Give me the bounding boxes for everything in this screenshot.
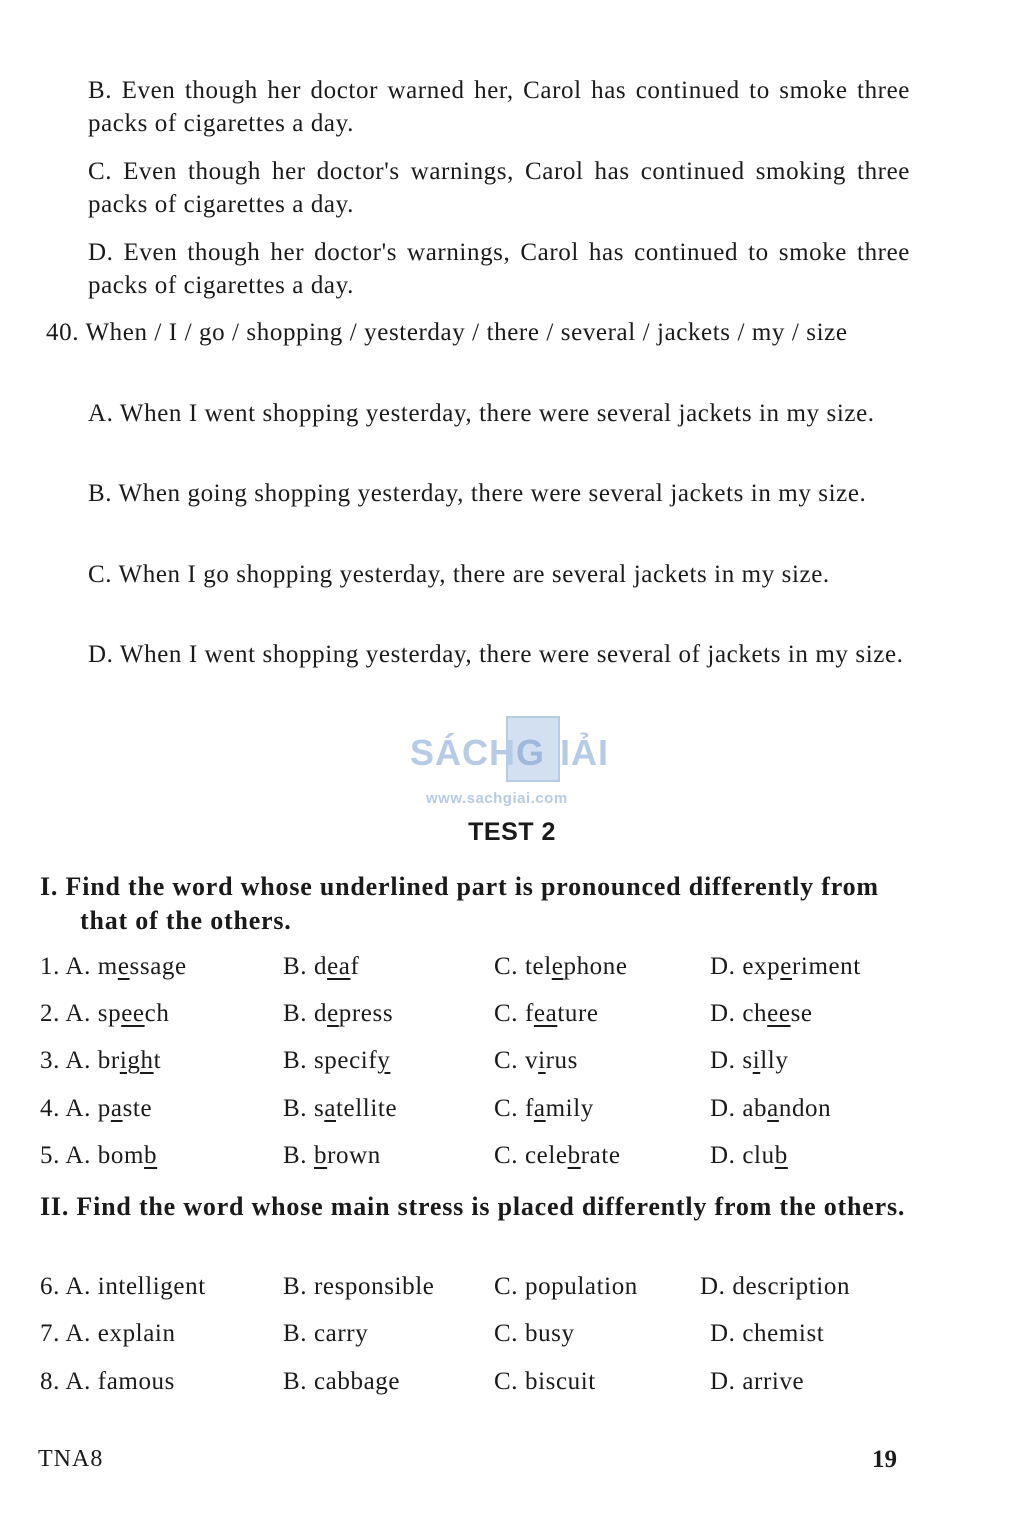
underlined-part: e bbox=[117, 953, 130, 980]
option-label: D. bbox=[88, 239, 114, 266]
watermark-box-letter: G bbox=[516, 732, 546, 773]
word-option-a: 8. A. famous bbox=[40, 1368, 175, 1395]
word-part: C. v bbox=[494, 1047, 539, 1074]
word-part: ch bbox=[144, 1000, 170, 1027]
word-option-d: D. arrive bbox=[710, 1368, 805, 1395]
word-option-b bbox=[283, 1142, 381, 1170]
word-option-b: B. carry bbox=[283, 1320, 369, 1347]
q10-option-c bbox=[88, 558, 910, 591]
word-option-d bbox=[710, 1095, 831, 1123]
stress-row bbox=[0, 1273, 1024, 1307]
word-option-c bbox=[494, 1000, 599, 1028]
q10-prompt bbox=[46, 316, 910, 349]
word-part: B. bbox=[283, 1142, 314, 1169]
word-option-d: D. description bbox=[700, 1273, 851, 1300]
word-option-a bbox=[40, 1142, 157, 1170]
word-option-c bbox=[494, 1142, 621, 1170]
pronunciation-row bbox=[0, 1142, 1024, 1176]
word-part: lly bbox=[760, 1047, 789, 1074]
question-number: 40. bbox=[46, 319, 80, 346]
q10-option-b bbox=[88, 477, 910, 510]
q10-option-a bbox=[88, 397, 910, 430]
word-option-a: 6. A. intelligent bbox=[40, 1273, 206, 1300]
pronunciation-row bbox=[0, 953, 1024, 987]
stress-row bbox=[0, 1320, 1024, 1354]
word-part: rown bbox=[327, 1142, 381, 1169]
pronunciation-row bbox=[0, 1095, 1024, 1129]
word-option-c bbox=[494, 1095, 594, 1123]
word-option-d bbox=[710, 1000, 813, 1028]
word-part: D. s bbox=[710, 1047, 753, 1074]
word-option-b bbox=[283, 1047, 390, 1075]
word-option-a: 7. A. explain bbox=[40, 1320, 176, 1347]
underlined-part: i bbox=[752, 1047, 761, 1074]
section-2-heading: II. Find the word whose main stress is placed differently from the others. bbox=[40, 1192, 906, 1221]
option-text: When I went shopping yesterday, there were several of jackets in my size. bbox=[119, 641, 904, 668]
underlined-part: ee bbox=[767, 1000, 791, 1027]
word-part: B. specif bbox=[283, 1047, 378, 1074]
footer-code: TNA8 bbox=[38, 1446, 104, 1472]
word-part: 3. A. br bbox=[40, 1047, 120, 1074]
word-option-d bbox=[710, 953, 861, 981]
word-part: rate bbox=[580, 1142, 621, 1169]
word-part: press bbox=[338, 1000, 394, 1027]
word-part: ste bbox=[122, 1095, 153, 1122]
underlined-part: b bbox=[144, 1142, 158, 1169]
word-option-d: D. chemist bbox=[710, 1320, 825, 1347]
word-option-b: B. cabbage bbox=[283, 1368, 401, 1395]
underlined-part: b bbox=[774, 1142, 788, 1169]
pronunciation-row bbox=[0, 1000, 1024, 1034]
watermark-right: IẢI bbox=[560, 732, 610, 773]
word-part: C. tel bbox=[494, 953, 552, 980]
watermark-left: SÁCH bbox=[410, 732, 517, 773]
underlined-part: a bbox=[324, 1095, 337, 1122]
option-text: When I go shopping yesterday, there are several jackets in my size. bbox=[118, 561, 830, 588]
q9-option-c bbox=[88, 155, 910, 221]
word-part: ture bbox=[557, 1000, 599, 1027]
word-option-a bbox=[40, 1000, 169, 1028]
word-part: f bbox=[350, 953, 360, 980]
word-part: 1. A. m bbox=[40, 953, 118, 980]
option-text: Even though her doctor's warnings, Carol has continued smoking three packs of cigarettes a day. bbox=[88, 158, 910, 218]
word-option-c bbox=[494, 1047, 578, 1075]
word-part: t bbox=[153, 1047, 162, 1074]
word-part: C. f bbox=[494, 1000, 534, 1027]
underlined-part: ea bbox=[327, 953, 351, 980]
option-label: D. bbox=[88, 641, 114, 668]
page-number: 19 bbox=[872, 1446, 897, 1473]
word-part: mily bbox=[545, 1095, 594, 1122]
underlined-part: e bbox=[551, 953, 564, 980]
word-part: D. clu bbox=[710, 1142, 775, 1169]
word-part: D. ch bbox=[710, 1000, 768, 1027]
q9-option-b bbox=[88, 74, 910, 140]
word-option-b: B. responsible bbox=[283, 1273, 435, 1300]
word-option-b bbox=[283, 953, 359, 981]
option-label: C. bbox=[88, 561, 113, 588]
word-part: 5. A. bom bbox=[40, 1142, 145, 1169]
option-text: When going shopping yesterday, there were several jackets in my size. bbox=[118, 480, 867, 507]
word-part: se bbox=[790, 1000, 813, 1027]
option-text: Even though her doctor warned her, Carol has continued to smoke three packs of cigarettes a day. bbox=[88, 77, 910, 137]
word-option-d bbox=[710, 1047, 788, 1075]
option-label: A. bbox=[88, 400, 114, 427]
word-part: D. exp bbox=[710, 953, 781, 980]
option-label: B. bbox=[88, 480, 113, 507]
underlined-part: ea bbox=[533, 1000, 558, 1027]
word-option-c: C. population bbox=[494, 1273, 638, 1300]
underlined-part: a bbox=[110, 1095, 123, 1122]
word-part: phone bbox=[563, 953, 628, 980]
underlined-part: a bbox=[767, 1095, 779, 1122]
underlined-part: igh bbox=[119, 1047, 154, 1074]
word-part: B. s bbox=[283, 1095, 325, 1122]
underlined-part: i bbox=[538, 1047, 546, 1074]
word-option-b bbox=[283, 1095, 397, 1123]
underlined-part: b bbox=[567, 1142, 581, 1169]
word-part: 4. A. p bbox=[40, 1095, 111, 1122]
word-part: riment bbox=[791, 953, 861, 980]
word-part: ndon bbox=[778, 1095, 832, 1122]
word-option-c: C. busy bbox=[494, 1320, 575, 1347]
word-part: rus bbox=[545, 1047, 578, 1074]
stress-row bbox=[0, 1368, 1024, 1402]
underlined-part: ee bbox=[121, 1000, 145, 1027]
word-part: ssage bbox=[129, 953, 187, 980]
word-part: C. f bbox=[494, 1095, 534, 1122]
word-part: B. d bbox=[283, 953, 328, 980]
word-option-a bbox=[40, 1095, 152, 1123]
q9-option-d bbox=[88, 236, 910, 302]
word-option-c: C. biscuit bbox=[494, 1368, 596, 1395]
option-text: When I went shopping yesterday, there were several jackets in my size. bbox=[119, 400, 875, 427]
word-option-b bbox=[283, 1000, 393, 1028]
underlined-part: b bbox=[313, 1142, 328, 1169]
option-text: Even though her doctor's warnings, Carol has continued to smoke three packs of cigarettes a day. bbox=[88, 239, 910, 299]
question-text: When / I / go / shopping / yesterday / there / several / jackets / my / size bbox=[85, 319, 848, 346]
underlined-part: e bbox=[780, 953, 792, 980]
underlined-part: e bbox=[327, 1000, 339, 1027]
word-option-c bbox=[494, 953, 628, 981]
word-part: tellite bbox=[336, 1095, 398, 1122]
test-title: TEST 2 bbox=[468, 818, 556, 846]
option-label: B. bbox=[88, 77, 113, 104]
option-label: C. bbox=[88, 158, 113, 185]
watermark-logo bbox=[410, 712, 620, 812]
pronunciation-row bbox=[0, 1047, 1024, 1081]
section-1-heading: I. Find the word whose underlined part is pronounced differently from that of the others. bbox=[40, 872, 879, 935]
q10-option-d bbox=[88, 638, 910, 671]
word-option-a bbox=[40, 1047, 161, 1075]
word-part: 2. A. sp bbox=[40, 1000, 122, 1027]
word-option-d bbox=[710, 1142, 788, 1170]
word-part: C. cele bbox=[494, 1142, 568, 1169]
underlined-part: y bbox=[377, 1047, 391, 1074]
word-part: B. d bbox=[283, 1000, 328, 1027]
watermark-url: www.sachgiai.com bbox=[426, 790, 568, 807]
underlined-part: a bbox=[533, 1095, 546, 1122]
word-part: D. ab bbox=[710, 1095, 768, 1122]
word-option-a bbox=[40, 953, 187, 981]
